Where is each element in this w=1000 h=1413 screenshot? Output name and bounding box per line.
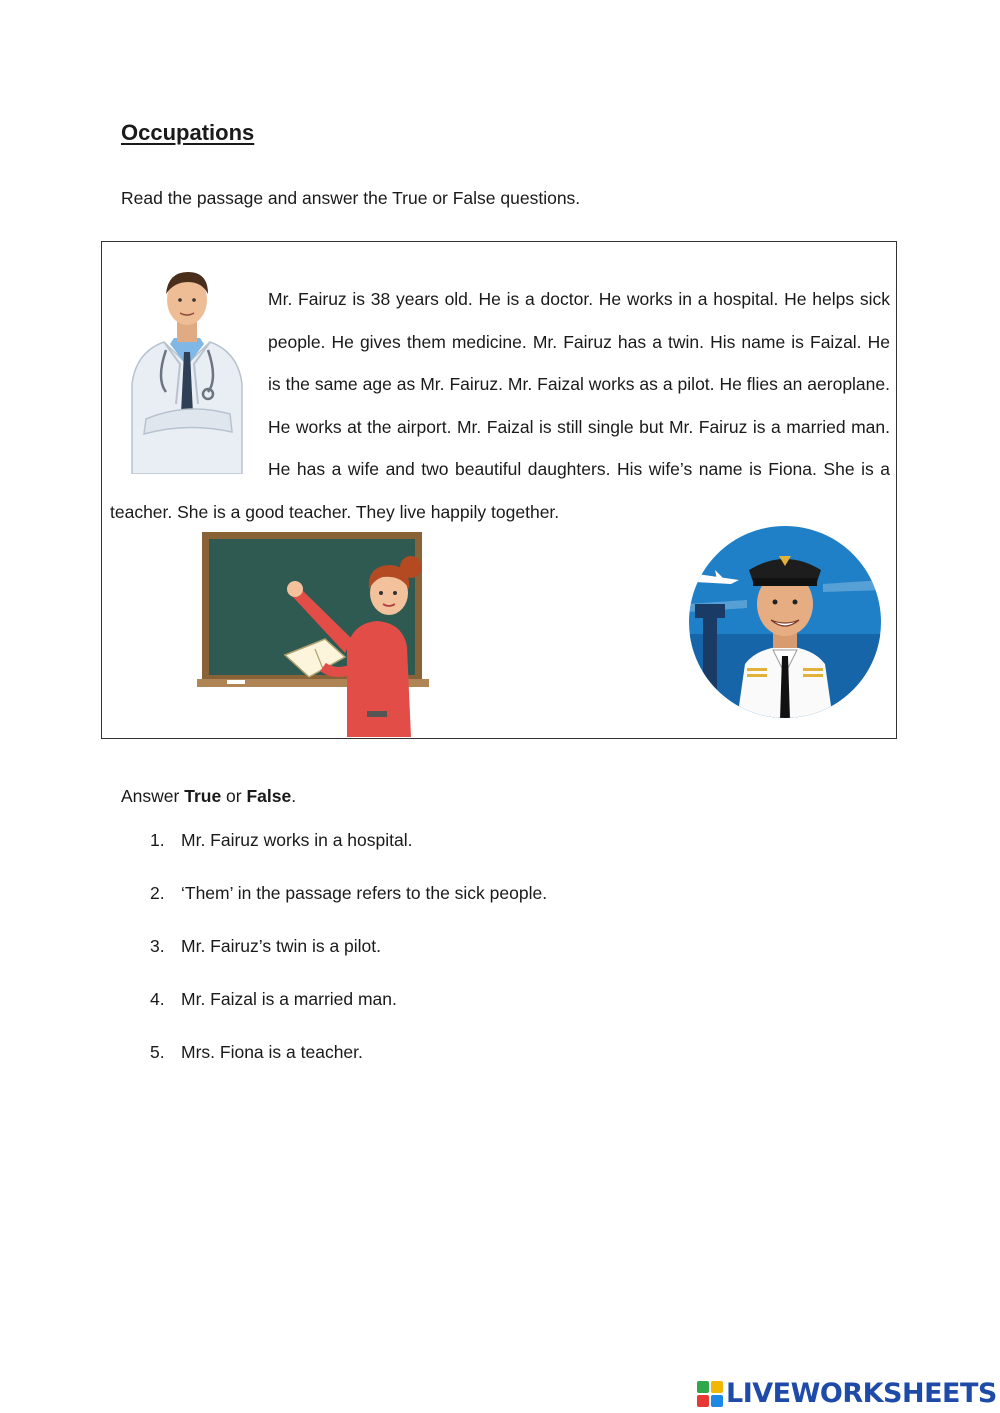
- instruction-text: Read the passage and answer the True or False questions.: [121, 188, 581, 208]
- answer-true-word: True: [184, 786, 222, 806]
- question-item: [150, 989, 547, 1042]
- question-text: Mr. Fairuz works in a hospital.: [181, 830, 413, 850]
- liveworksheets-logo-text: LIVEWORKSHEETS: [726, 1378, 997, 1409]
- answer-instruction: [121, 786, 296, 807]
- answer-prefix: Answer: [121, 786, 185, 806]
- answer-suffix: .: [291, 786, 297, 806]
- question-text: Mr. Faizal is a married man.: [181, 989, 397, 1009]
- question-item: [150, 830, 547, 883]
- question-list: [150, 830, 547, 1095]
- passage-box: [101, 241, 897, 739]
- question-text: Mrs. Fiona is a teacher.: [181, 1042, 363, 1062]
- worksheet-title: Occupations: [121, 120, 255, 145]
- pilot-illustration: [687, 524, 883, 720]
- liveworksheets-logo: [697, 1378, 997, 1409]
- question-number: 4.: [150, 989, 165, 1009]
- teacher-illustration: [197, 527, 457, 737]
- question-item: [150, 883, 547, 936]
- question-number: 3.: [150, 936, 165, 956]
- question-text: ‘Them’ in the passage refers to the sick people.: [181, 883, 548, 903]
- question-number: 5.: [150, 1042, 165, 1062]
- question-number: 1.: [150, 830, 165, 850]
- answer-middle: or: [221, 786, 247, 806]
- question-number: 2.: [150, 883, 165, 903]
- answer-false-word: False: [246, 786, 292, 806]
- liveworksheets-logo-icon: [697, 1381, 723, 1407]
- question-item: [150, 1042, 547, 1095]
- question-item: [150, 936, 547, 989]
- passage-text: Mr. Fairuz is 38 years old. He is a doctor. He works in a hospital. He helps sick people. He gives them medicine. Mr. Fairuz has a twin. His name is Faizal. He is the same age as Mr. Fairuz. Mr. Faizal works as a pilot. He flies an aeroplane. He works at the airport. Mr. Faizal is still single but Mr. Fairuz is a married man. He has a wife and two beautiful daughters. His wife’s name is Fiona. She is a teacher. She is a good teacher. They live happily together.: [110, 289, 890, 522]
- question-text: Mr. Fairuz’s twin is a pilot.: [181, 936, 382, 956]
